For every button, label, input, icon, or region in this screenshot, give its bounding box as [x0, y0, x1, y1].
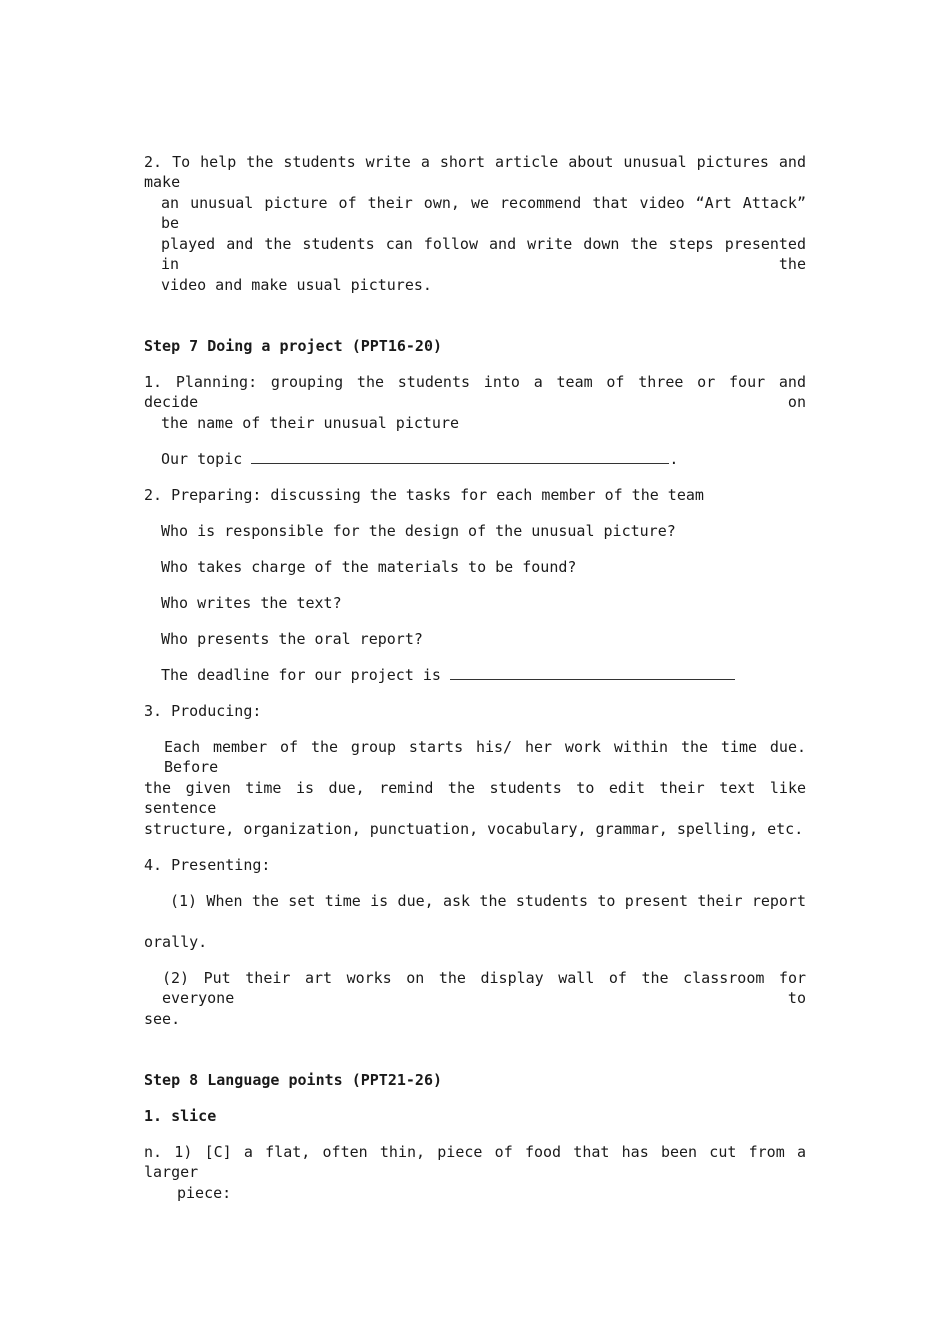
- body-text-line: played and the students can follow and write down the steps presented in the: [161, 235, 806, 273]
- deadline-blank: [450, 665, 735, 680]
- body-text-line: orally.: [144, 933, 208, 951]
- question-line: Who writes the text?: [161, 594, 342, 612]
- topic-label: Our topic: [161, 450, 243, 468]
- body-text-line: Each member of the group starts his/ her work within the time due. Before: [164, 738, 806, 776]
- body-text-line: (1) When the set time is due, ask the students to present their report: [170, 892, 806, 910]
- body-text-line: the name of their unusual picture: [161, 414, 460, 432]
- body-text-line: an unusual picture of their own, we recommend that video “Art Attack” be: [161, 194, 806, 232]
- topic-blank: [251, 449, 669, 464]
- body-text-line: video and make usual pictures.: [161, 276, 432, 294]
- definition-line: n. 1) [C] a flat, often thin, piece of food that has been cut from a larger: [144, 1143, 806, 1181]
- definition-line: piece:: [177, 1184, 232, 1202]
- body-text-line: 4. Presenting:: [144, 856, 271, 874]
- body-text-line: the given time is due, remind the students to edit their text like sentence: [144, 779, 806, 817]
- body-text-line: structure, organization, punctuation, vocabulary, grammar, spelling, etc.: [144, 820, 804, 838]
- body-text-line: 2. To help the students write a short article about unusual pictures and make: [144, 153, 806, 191]
- topic-line: [161, 449, 806, 469]
- question-line: Who is responsible for the design of the unusual picture?: [161, 522, 676, 540]
- body-text-line: 3. Producing:: [144, 702, 262, 720]
- body-text-line: see.: [144, 1010, 181, 1028]
- deadline-label: The deadline for our project is: [161, 666, 441, 684]
- question-line: Who takes charge of the materials to be found?: [161, 558, 577, 576]
- deadline-line: [161, 665, 806, 685]
- question-line: Who presents the oral report?: [161, 630, 423, 648]
- body-text-line: (2) Put their art works on the display wall of the classroom for everyone to: [162, 969, 806, 1007]
- body-text-line: 1. Planning: grouping the students into a team of three or four and decide on: [144, 373, 806, 411]
- section-heading: Step 7 Doing a project (PPT16-20): [144, 337, 443, 355]
- section-heading: Step 8 Language points (PPT21-26): [144, 1071, 443, 1089]
- topic-period: .: [669, 450, 679, 468]
- body-text-line: 2. Preparing: discussing the tasks for each member of the team: [144, 486, 704, 504]
- term-heading: 1. slice: [144, 1107, 217, 1125]
